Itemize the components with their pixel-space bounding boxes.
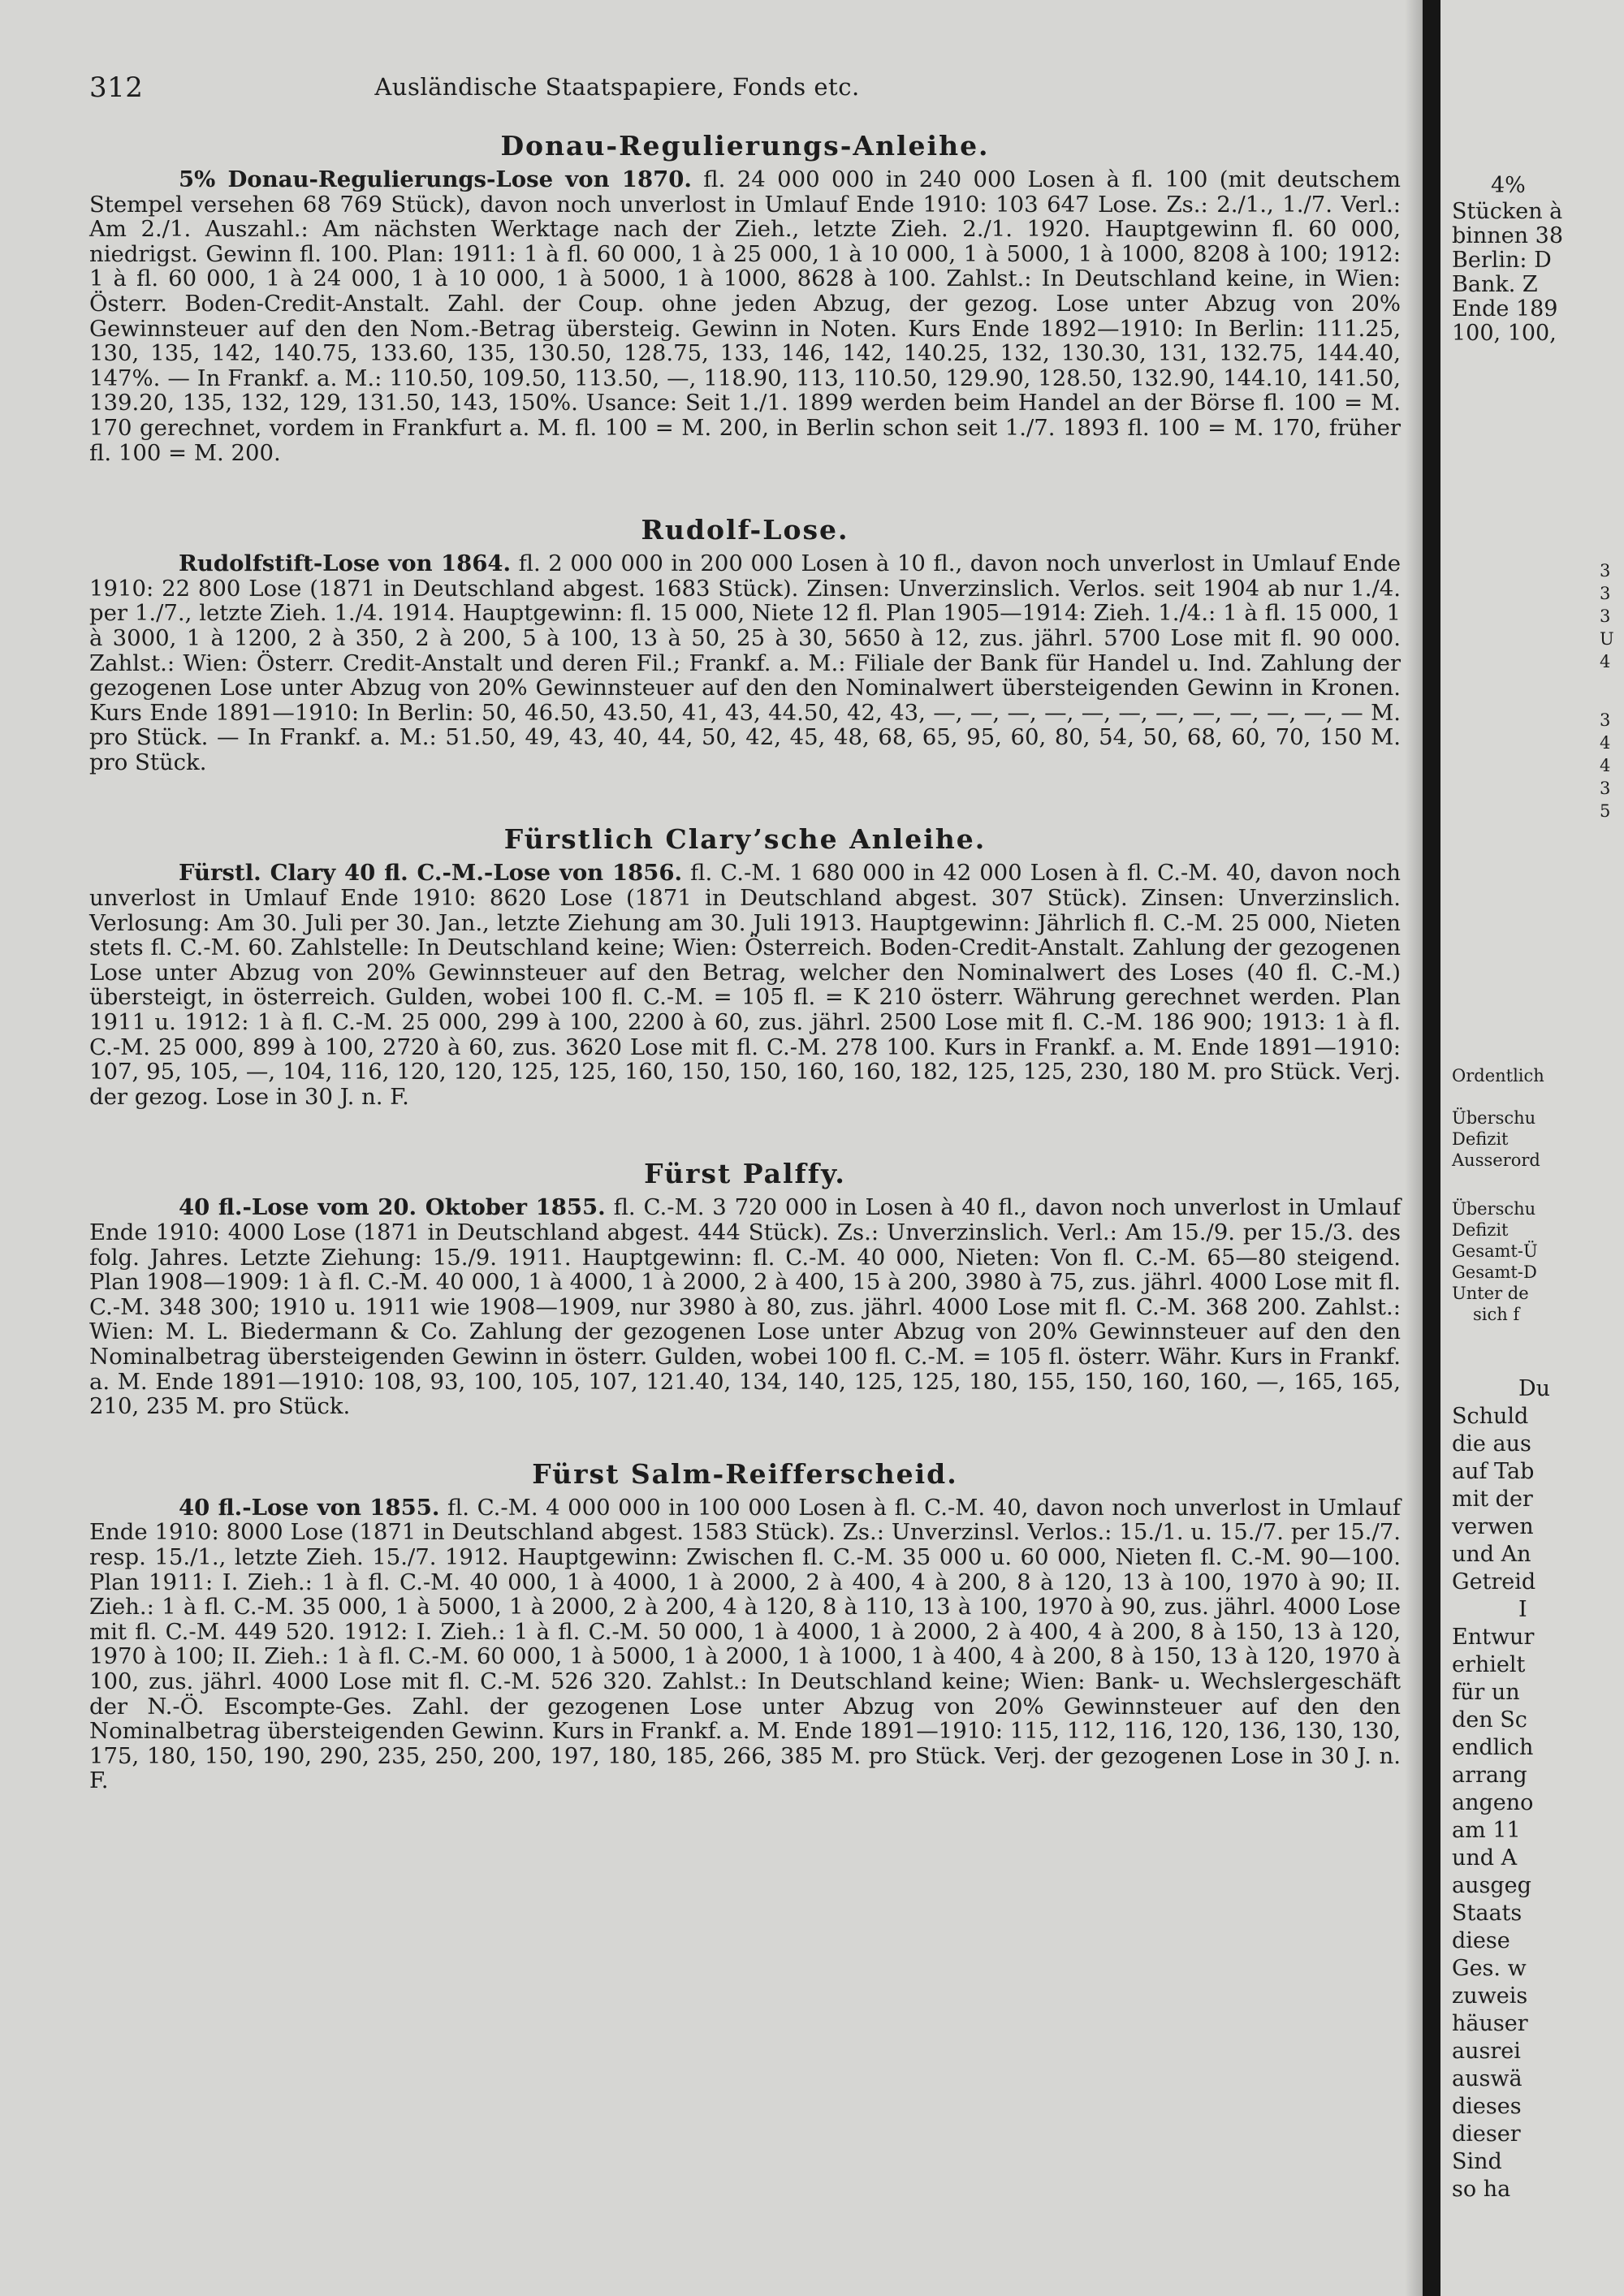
bond-details: fl. C.-M. 1 680 000 in 42 000 Losen à fl. C.-M. 40, davon noch unverlost in Umlauf Ende 1910: 8620 Lose (1871 in Deutschland abgest. 307 Stück). Zinsen: Unverzinslich. Verlosung: Am 30. Juli per 30. Jan., letzte Ziehung am 30. Juli 1913. Hauptgewinn: Jährlich fl. C.-M. 25 000, Nieten stets fl. C.-M. 60. Zahlstelle: In Deutschland keine; Wien: Österreich. Boden-Credit-Anstalt. Zahlung der gezogenen Lose unter Abzug von 20% Gewinnsteuer auf den Betrag, welcher den Nominalwert des Loses (40 fl. C.-M.) übersteigt, in österreich. Gulden, wobei 100 fl. C.-M. = 105 fl. = K 210 österr. Währung gerechnet werden. Plan 1911 u. 1912: 1 à fl. C.-M. 25 000, 299 à 100, 2200 à 60, zus. jährl. 2500 Lose mit fl. C.-M. 186 900; 1913: 1 à fl. C.-M. 25 000, 899 à 100, 2720 à 60, zus. 3620 Lose mit fl. C.-M. 278 100. Kurs in Frankf. a. M. Ende 1891—1910: 107, 95, 105, —, 104, 116, 120, 120, 125, 125, 160, 150, 150, 160, 160, 182, 125, 125, 230, 180 M. pro Stück. Verj. der gezog. Lose in 30 J. n. F. [89, 860, 1401, 1110]
fragment-line: 4 [1600, 733, 1611, 753]
fragment-line: Ordentlich [1452, 1066, 1544, 1085]
bond-name: 40 fl.-Lose von 1855. [179, 1494, 440, 1521]
fragment-line: 4 [1600, 652, 1611, 671]
gutter-shadow [1405, 0, 1423, 2296]
fragment-line: diese [1452, 1928, 1510, 1953]
fragment-line: Defizit [1452, 1220, 1509, 1240]
fragment-line: endlich [1452, 1735, 1534, 1760]
section-title: Fürst Salm-Reifferscheid. [532, 1457, 958, 1490]
fragment-line: auf Tab [1452, 1459, 1535, 1484]
section-body [89, 861, 1401, 1109]
section-title: Donau-Regulierungs-Anleihe. [500, 130, 990, 162]
fragment-line: verwen [1452, 1514, 1534, 1539]
fragment-line: 5 [1600, 801, 1611, 821]
bond-details: fl. 2 000 000 in 200 000 Losen à 10 fl., davon noch unverlost in Umlauf Ende 1910: 22 800 Lose (1871 in Deutschland abgest. 1683 Stück). Zinsen: Unverzinslich. Verlos. seit 1904 ab nur 1./4. per 1./7., letzte Zieh. 1./4. 1914. Hauptgewinn: fl. 15 000, Niete 12 fl. Plan 1905—1914: Zieh. 1./4.: 1 à fl. 15 000, 1 à 3000, 1 à 1200, 2 à 350, 2 à 200, 5 à 100, 13 à 50, 25 à 30, 5650 à 12, zus. jährl. 5700 Lose mit fl. 90 000. Zahlst.: Wien: Österr. Credit-Anstalt und deren Fil.; Frankf. a. M.: Filiale der Bank für Handel u. Ind. Zahlung der gezogenen Lose unter Abzug von 20% Gewinnsteuer auf den den Nominalwert übersteigenden Gewinn in Kronen. Kurs Ende 1891—1910: In Berlin: 50, 46.50, 43.50, 41, 43, 44.50, 42, 43, —, —, —, —, —, —, —, —, —, —, —, — M. pro Stück. — In Frankf. a. M.: 51.50, 49, 43, 40, 44, 50, 42, 45, 48, 68, 65, 95, 60, 80, 54, 50, 68, 60, 70, 150 M. pro Stück. [89, 550, 1401, 775]
bond-name: Rudolfstift-Lose von 1864. [179, 550, 512, 577]
fragment-line: Du [1518, 1376, 1551, 1401]
fragment-line: Berlin: D [1452, 248, 1552, 273]
fragment-line: binnen 38 [1452, 223, 1564, 248]
fragment-line: die aus [1452, 1431, 1531, 1457]
running-title: Ausländische Staatspapiere, Fonds etc. [374, 73, 860, 101]
page-number: 312 [89, 71, 144, 104]
fragment-line: auswä [1452, 2066, 1522, 2091]
fragment-line: Defizit [1452, 1129, 1509, 1149]
text-column [89, 132, 1401, 1793]
fragment-line: 4% [1491, 173, 1526, 198]
fragment-line: Sind [1452, 2149, 1502, 2174]
fragment-line: 3 [1600, 779, 1611, 798]
fragment-line: Ausserord [1452, 1150, 1540, 1170]
section-rudolf [89, 516, 1401, 775]
section-body [89, 1495, 1401, 1793]
section-body [89, 551, 1401, 775]
fragment-line: dieses [1452, 2094, 1522, 2119]
section-title: Fürstlich Clary’sche Anleihe. [503, 823, 987, 856]
fragment-line: 3 [1600, 561, 1611, 580]
section-body [89, 167, 1401, 465]
fragment-line: Überschu [1452, 1108, 1536, 1128]
fragment-line: dieser [1452, 2121, 1521, 2147]
fragment-line: ausrei [1452, 2039, 1521, 2064]
fragment-line: arrang [1452, 1763, 1527, 1788]
section-title: Fürst Palffy. [644, 1158, 846, 1190]
fragment-line: angeno [1452, 1790, 1534, 1815]
bond-name: Fürstl. Clary 40 fl. C.-M.-Lose von 1856. [179, 860, 683, 887]
fragment-line: und An [1452, 1542, 1531, 1567]
fragment-line: ausgeg [1452, 1873, 1531, 1898]
fragment-line: Getreid [1452, 1569, 1536, 1595]
section-salm [89, 1457, 1401, 1794]
fragment-line: den Sc [1452, 1707, 1527, 1733]
book-gutter [1423, 0, 1440, 2296]
section-donau [89, 132, 1401, 465]
section-title: Rudolf-Lose. [641, 514, 849, 546]
fragment-line: U [1600, 629, 1614, 649]
fragment-line: häuser [1452, 2011, 1528, 2036]
fragment-line: Ges. w [1452, 1956, 1527, 1981]
fragment-line: 4 [1600, 756, 1611, 775]
bond-name: 40 fl.-Lose vom 20. Oktober 1855. [179, 1194, 606, 1221]
fragment-line: Bank. Z [1452, 272, 1538, 297]
fragment-line: I [1518, 1597, 1527, 1622]
fragment-line: erhielt [1452, 1652, 1526, 1677]
fragment-line: zuweis [1452, 1983, 1528, 2009]
fragment-line: Unter de [1452, 1284, 1529, 1303]
fragment-line: sich f [1473, 1305, 1520, 1324]
bond-details: fl. C.-M. 3 720 000 in Losen à 40 fl., davon noch unverlost in Umlauf Ende 1910: 4000 Lose (1871 in Deutschland abgest. 444 Stück). Zs.: Unverzinslich. Verl.: Am 15./9. per 15./3. des folg. Jahres. Letzte Ziehung: 15./9. 1911. Hauptgewinn: fl. C.-M. 40 000, Nieten: Von fl. C.-M. 65—80 steigend. Plan 1908—1909: 1 à fl. C.-M. 40 000, 1 à 4000, 1 à 2000, 2 à 400, 15 à 200, 3980 à 75, zus. jährl. 4000 Lose mit fl. C.-M. 348 300; 1910 u. 1911 wie 1908—1909, nur 3980 à 80, zus. jährl. 4000 Lose mit fl. C.-M. 368 200. Zahlst.: Wien: M. L. Biedermann & Co. Zahlung der gezogenen Lose unter Abzug von 20% Gewinnsteuer auf den den Nominalbetrag übersteigenden Gewinn in österr. Gulden, wobei 100 fl. C.-M. = 105 fl. österr. Währ. Kurs in Frankf. a. M. Ende 1891—1910: 108, 93, 100, 105, 107, 121.40, 134, 140, 125, 125, 180, 155, 150, 160, 160, —, 165, 165, 210, 235 M. pro Stück. [89, 1194, 1402, 1420]
section-clary [89, 825, 1401, 1109]
fragment-line: Gesamt-Ü [1452, 1241, 1538, 1261]
fragment-line: Schuld [1452, 1404, 1529, 1429]
fragment-line: Ende 189 [1452, 296, 1558, 322]
fragment-line: 3 [1600, 584, 1611, 603]
fragment-line: so ha [1452, 2177, 1511, 2202]
fragment-line: 100, 100, [1452, 321, 1557, 346]
section-body [89, 1195, 1401, 1418]
fragment-line: Entwur [1452, 1625, 1535, 1650]
fragment-line: Stücken à [1452, 199, 1563, 224]
fragment-line: Gesamt-D [1452, 1262, 1537, 1282]
fragment-line: Staats [1452, 1901, 1522, 1926]
fragment-line: mit der [1452, 1487, 1533, 1512]
running-header [89, 71, 1405, 104]
fragment-line: für un [1452, 1680, 1520, 1705]
bond-details: fl. 24 000 000 in 240 000 Losen à fl. 100 (mit deutschem Stempel versehen 68 769 Stück), davon noch unverlost in Umlauf Ende 1910: 103 647 Lose. Zs.: 2./1., 1./7. Verl.: Am 2./1. Auszahl.: Am nächsten Werktage nach der Zieh., letzte Zieh. 2./1. 1920. Hauptgewinn fl. 60 000, niedrigst. Gewinn fl. 100. Plan: 1911: 1 à fl. 60 000, 1 à 25 000, 1 à 10 000, 1 à 5000, 1 à 1000, 8208 à 100; 1912: 1 à fl. 60 000, 1 à 24 000, 1 à 10 000, 1 à 5000, 1 à 1000, 8628 à 100. Zahlst.: In Deutschland keine, in Wien: Österr. Boden-Credit-Anstalt. Zahl. der Coup. ohne jeden Abzug, der gezog. Lose unter Abzug von 20% Gewinnsteuer auf den den Nom.-Betrag übersteig. Gewinn in Noten. Kurs Ende 1892—1910: In Berlin: 111.25, 130, 135, 142, 140.75, 133.60, 135, 130.50, 128.75, 133, 146, 142, 140.25, 132, 130.30, 131, 132.75, 144.40, 147%. — In Frankf. a. M.: 110.50, 109.50, 113.50, —, 118.90, 113, 110.50, 129.90, 128.50, 132.90, 144.10, 141.50, 139.20, 135, 132, 129, 131.50, 143, 150%. Usance: Seit 1./1. 1899 werden beim Handel an der Börse fl. 100 = M. 170 gerechnet, vordem in Frankfurt a. M. fl. 100 = M. 200, in Berlin schon seit 1./7. 1893 fl. 100 = M. 170, früher fl. 100 = M. 200. [89, 166, 1401, 466]
bond-name: 5% Donau-Regulierungs-Lose von 1870. [179, 166, 692, 192]
fragment-line: 3 [1600, 606, 1611, 626]
fragment-line: 3 [1600, 710, 1611, 730]
fragment-line: Überschu [1452, 1199, 1536, 1219]
fragment-line: am 11 [1452, 1818, 1521, 1843]
section-palffy [89, 1159, 1401, 1418]
right-page-fragment [1440, 0, 1624, 2296]
bond-details: fl. C.-M. 4 000 000 in 100 000 Losen à fl. C.-M. 40, davon noch unverlost in Umlauf Ende 1910: 8000 Lose (1871 in Deutschland abgest. 1583 Stück). Zs.: Unverzinsl. Verlos.: 15./1. u. 15./7. per 15./7. resp. 15./1., letzte Zieh. 15./7. 1912. Hauptgewinn: Zwischen fl. C.-M. 35 000 u. 60 000, Nieten fl. C.-M. 90—100. Plan 1911: I. Zieh.: 1 à fl. C.-M. 40 000, 1 à 4000, 1 à 2000, 2 à 400, 4 à 200, 8 à 120, 13 à 100, 1970 à 90; II. Zieh.: 1 à fl. C.-M. 35 000, 1 à 5000, 1 à 2000, 2 à 200, 4 à 120, 8 à 110, 13 à 100, 1970 à 90, zus. jährl. 4000 Lose mit fl. C.-M. 449 520. 1912: I. Zieh.: 1 à fl. C.-M. 50 000, 1 à 4000, 1 à 2000, 2 à 400, 4 à 200, 8 à 150, 13 à 120, 1970 à 100; II. Zieh.: 1 à fl. C.-M. 60 000, 1 à 5000, 1 à 2000, 1 à 1000, 1 à 400, 4 à 200, 8 à 150, 13 à 120, 1970 à 100, zus. jährl. 4000 Lose mit fl. C.-M. 526 320. Zahlst.: In Deutschland keine; Wien: Bank- u. Wechslergeschäft der N.-Ö. Escompte-Ges. Zahl. der gezogenen Lose unter Abzug von 20% Gewinnsteuer auf den den Nominalbetrag übersteigenden Gewinn. Kurs in Frankf. a. M. Ende 1891—1910: 115, 112, 116, 120, 136, 130, 130, 175, 180, 150, 190, 290, 235, 250, 200, 197, 180, 185, 266, 385 M. pro Stück. Verj. der gezogenen Lose in 30 J. n. F. [89, 1494, 1401, 1794]
fragment-line: und A [1452, 1845, 1518, 1871]
